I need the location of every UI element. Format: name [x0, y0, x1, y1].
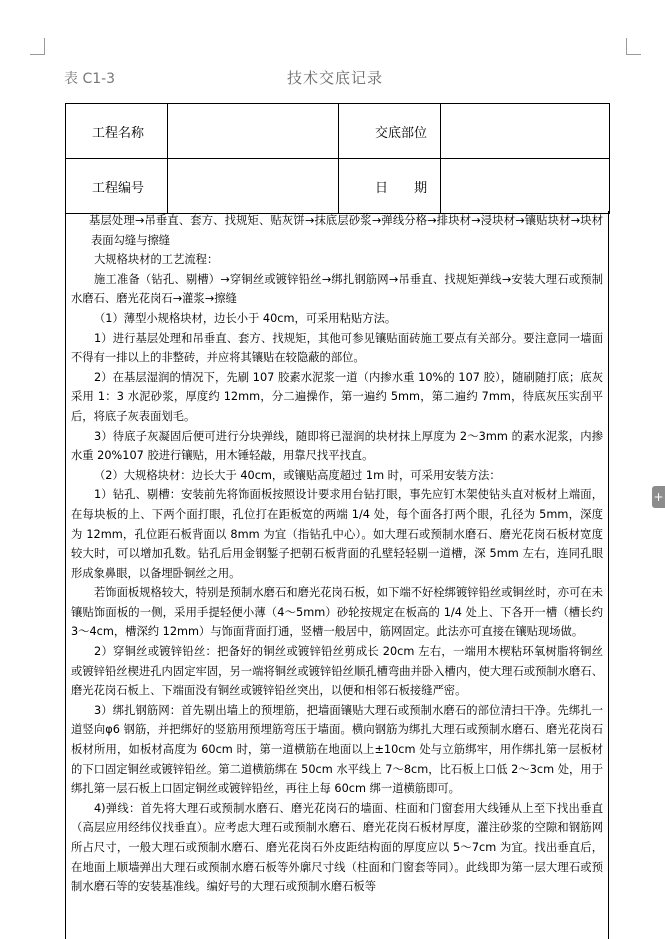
paragraph: 2）在基层湿润的情况下，先刷 107 胶素水泥浆一道（内掺水重 10%的 107 胶），随刷随打底；底灰采用 1：3 水泥砂浆，厚度约 12mm，分二遍操作，第一遍约 5mm，第二遍约 7mm，待底灰压实刮平后，将底子灰表面划毛。 — [71, 370, 603, 423]
handover-content-box — [65, 211, 609, 939]
handover-section-value[interactable] — [441, 104, 610, 159]
paragraph: 4)弹线：首先将大理石或预制水磨石、磨光花岗石的墙面、柱面和门窗套用大线锤从上至下找出垂直（高层应用经纬仪找垂直）。应考虑大理石或预制水磨石、磨光花岗石板材厚度，灌注砂浆的空隙和钢筋网所占尺寸，一般大理石或预制水磨石、磨光花岗石外皮距结构面的厚度应以 5～7cm 为宜。找出垂直后，在地面上顺墙弹出大理石或预制水磨石板等外廓尺寸线（柱面和门窗套等同）。此线即为第一层大理石或预制水磨石等的安装基准线。编好号的大理石或预制水磨石板等 — [71, 801, 603, 894]
project-name-value[interactable] — [168, 104, 339, 159]
project-name-label: 工程名称 — [66, 104, 168, 159]
handover-content — [71, 211, 603, 897]
paragraph: 1）进行基层处理和吊垂直、套方、找规矩，其他可参见镶贴面砖施工要点有关部分。要注意同一墙面不得有一排以上的非整砖，并应将其镶贴在较隐蔽的部位。 — [71, 331, 603, 365]
header-row-2 — [66, 159, 610, 214]
expand-panel-plus-icon[interactable]: + — [652, 486, 665, 508]
form-code: 表 C1-3 — [64, 71, 116, 87]
project-number-label: 工程编号 — [66, 159, 168, 214]
date-label: 日 期 — [339, 159, 441, 214]
document-title: 技术交底记录 — [286, 69, 383, 87]
crop-mark-top-left — [30, 38, 45, 55]
record-header-table — [65, 103, 610, 214]
paragraph: 2）穿铜丝或镀锌铅丝：把备好的铜丝或镀锌铅丝剪成长 20cm 左右，一端用木楔粘环氧树脂将铜丝或镀锌铅丝楔进孔内固定牢固，另一端将铜丝或镀锌铅丝顺孔槽弯曲并卧入槽内，使大理石或预制水磨石、磨光花岗石板上、下端面没有铜丝或镀锌铅丝突出，以便和相邻石板接缝严密。 — [71, 645, 603, 698]
paragraph: （1）薄型小规格块材，边长小于 40cm，可采用粘贴方法。 — [94, 311, 397, 325]
paragraph: 大规格块材的工艺流程： — [94, 253, 219, 267]
paragraph: 1）钻孔、剔槽：安装前先将饰面板按照设计要求用台钻打眼，事先应钉木架使钻头直对板材上端面，在每块板的上、下两个面打眼，孔位打在距板宽的两端 1/4 处，每个面各打两个眼，孔径为 5mm，深度为 12mm，孔位距石板背面以 8mm 为宜（指钻孔中心）。如大理石或预制水磨石、磨光花岗石板材宽度较大时，可以增加孔数。钻孔后用金钢錾子把朝石板背面的孔壁轻轻剔一道槽，深 5mm 左右，连同孔眼形成象鼻眼，以备埋卧铜丝之用。 — [71, 488, 603, 580]
header-row-1 — [66, 104, 610, 159]
process-flow-small: 基层处理→吊垂直、套方、找规矩、贴灰饼→抹底层砂浆→弹线分格→排块材→浸块材→镶贴块材→块材表面勾缝与擦缝 — [89, 214, 603, 247]
paragraph: 施工准备（钻孔、剔槽）→穿铜丝或镀锌铅丝→绑扎钢筋网→吊垂直、找规矩弹线→安装大理石或预制水磨石、磨光花岗石→灌浆→擦缝 — [71, 272, 603, 306]
paragraph: 若饰面板规格较大，特别是预制水磨石和磨光花岗石板，如下端不好栓绑镀锌铅丝或铜丝时，亦可在未镶贴饰面板的一侧，采用手提轻便小薄（4～5mm）砂轮按规定在板高的 1/4 处上、下各开一槽（槽长约 3～4cm，槽深约 12mm）与饰面背面打通，竖槽一般居中，筋网固定。此法亦可直接在镶贴现场做。 — [71, 586, 603, 639]
crop-mark-top-right — [626, 38, 641, 55]
paragraph: 3）待底子灰凝固后便可进行分块弹线，随即将已湿润的块材抹上厚度为 2～3mm 的素水泥浆，内掺水重 20%107 胶进行镶贴，用木锤轻敲，用靠尺找平找直。 — [71, 429, 603, 463]
paragraph: （2）大规格块材：边长大于 40cm，或镶贴高度超过 1m 时，可采用安装方法： — [94, 468, 501, 482]
project-number-value[interactable] — [168, 159, 339, 214]
paragraph: 3）绑扎钢筋网：首先剔出墙上的预埋筋，把墙面镶贴大理石或预制水磨石的部位清扫干净。先绑扎一道竖向φ6 钢筋，并把绑好的竖筋用预埋筋弯压于墙面。横向钢筋为绑扎大理石或预制水磨石、磨光花岗石板材所用，如板材高度为 60cm 时，第一道横筋在地面以上±10cm 处与立筋绑牢，用作绑扎第一层板材的下口固定铜丝或镀锌铅丝。第二道横筋绑在 50cm 水平线上 7～8cm，比石板上口低 2～3cm 处，用于绑扎第一层石板上口固定铜丝或镀锌铅丝，再往上每 60cm 绑一道横筋即可。 — [71, 703, 603, 796]
handover-section-label: 交底部位 — [339, 104, 441, 159]
date-value[interactable] — [441, 159, 610, 214]
